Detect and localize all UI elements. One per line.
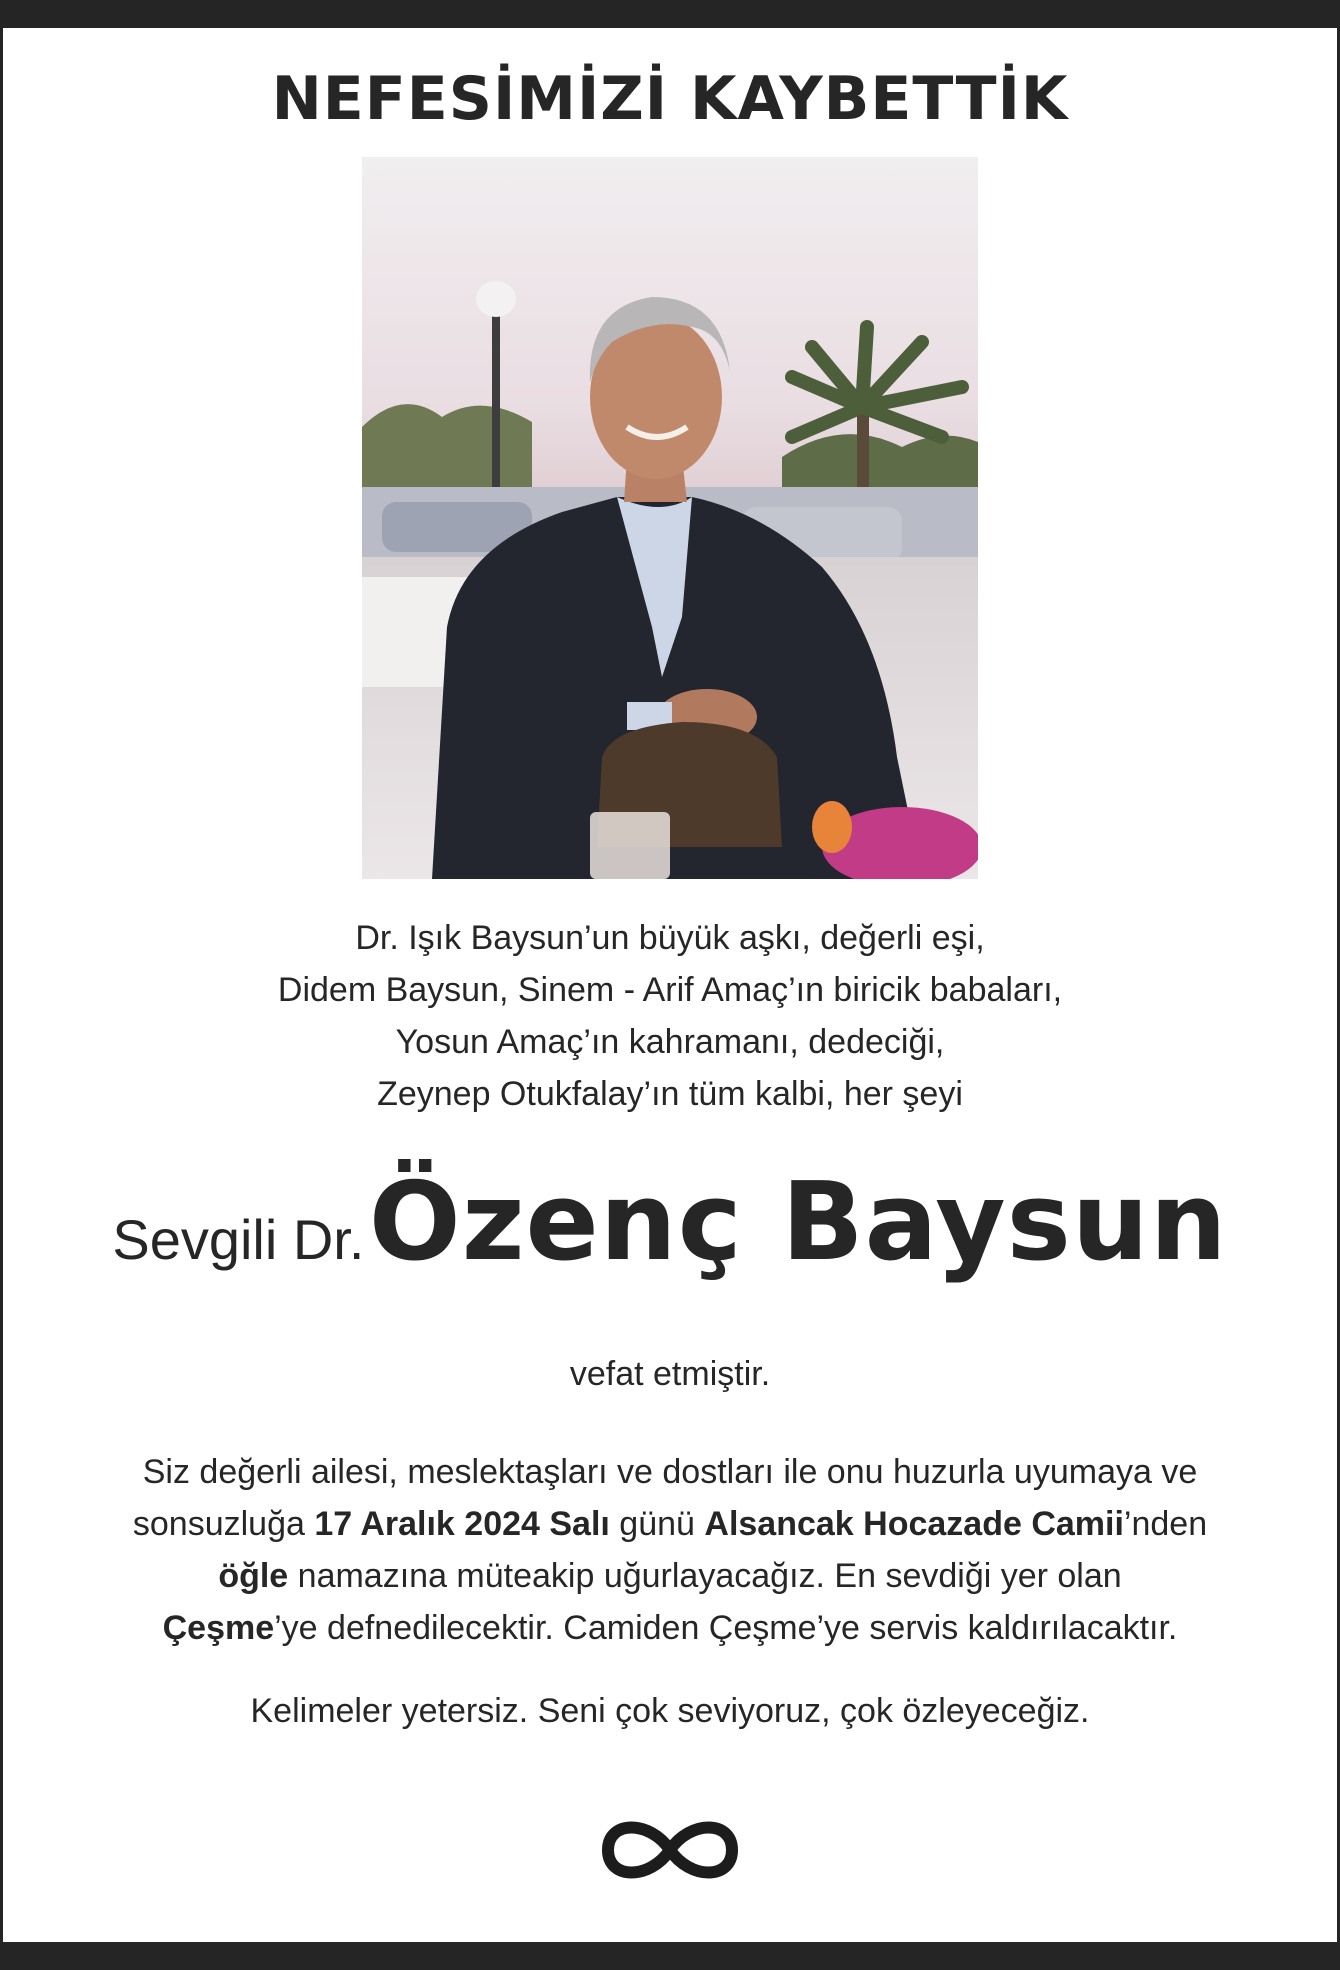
details-line-3 bbox=[0, 1550, 1340, 1602]
intro-line: Didem Baysun, Sinem - Arif Amaç’ın biricik babaları, bbox=[277, 971, 1063, 1009]
details-line-1: Siz değerli ailesi, meslektaşları ve dostları ile onu huzurla uyumaya ve bbox=[142, 1453, 1198, 1491]
intro-line: Yosun Amaç’ın kahramanı, dedeciği, bbox=[395, 1023, 945, 1061]
frame-bottom-border bbox=[0, 1942, 1340, 1970]
details-text: namazına müteakip uğurlayacağız. En sevdiği yer olan bbox=[288, 1557, 1122, 1595]
intro-line: Dr. Işık Baysun’un büyük aşkı, değerli eşi, bbox=[355, 919, 985, 957]
details-text: günü bbox=[609, 1505, 705, 1543]
details-line-4 bbox=[0, 1602, 1340, 1654]
vefat-text: vefat etmiştir. bbox=[569, 1355, 771, 1393]
prayer-name: öğle bbox=[218, 1557, 289, 1595]
name-prefix: Sevgili Dr. bbox=[112, 1208, 365, 1271]
details-line-2 bbox=[0, 1498, 1340, 1550]
details-text: sonsuzluğa bbox=[132, 1505, 315, 1543]
name-main: Özenç Baysun bbox=[368, 1160, 1228, 1285]
funeral-details bbox=[0, 1446, 1340, 1654]
deceased-name bbox=[0, 1160, 1340, 1285]
funeral-date: 17 Aralık 2024 Salı bbox=[314, 1505, 610, 1543]
details-text: ’ye defnedilecektir. Camiden Çeşme’ye servis kaldırılacaktır. bbox=[274, 1609, 1178, 1647]
mosque-name: Alsancak Hocazade Camii bbox=[704, 1505, 1124, 1543]
frame-top-border bbox=[0, 0, 1340, 28]
closing-text: Kelimeler yetersiz. Seni çok seviyoruz, çok özleyeceğiz. bbox=[250, 1692, 1090, 1730]
details-text: ’nden bbox=[1123, 1505, 1208, 1543]
burial-place: Çeşme bbox=[162, 1609, 275, 1647]
infinity-icon bbox=[570, 1790, 770, 1910]
headline: NEFESİMİZİ KAYBETTİK bbox=[271, 64, 1069, 134]
intro-line: Zeynep Otukfalay’ın tüm kalbi, her şeyi bbox=[377, 1075, 963, 1113]
intro-text bbox=[0, 912, 1340, 1120]
portrait-photo bbox=[362, 157, 978, 879]
